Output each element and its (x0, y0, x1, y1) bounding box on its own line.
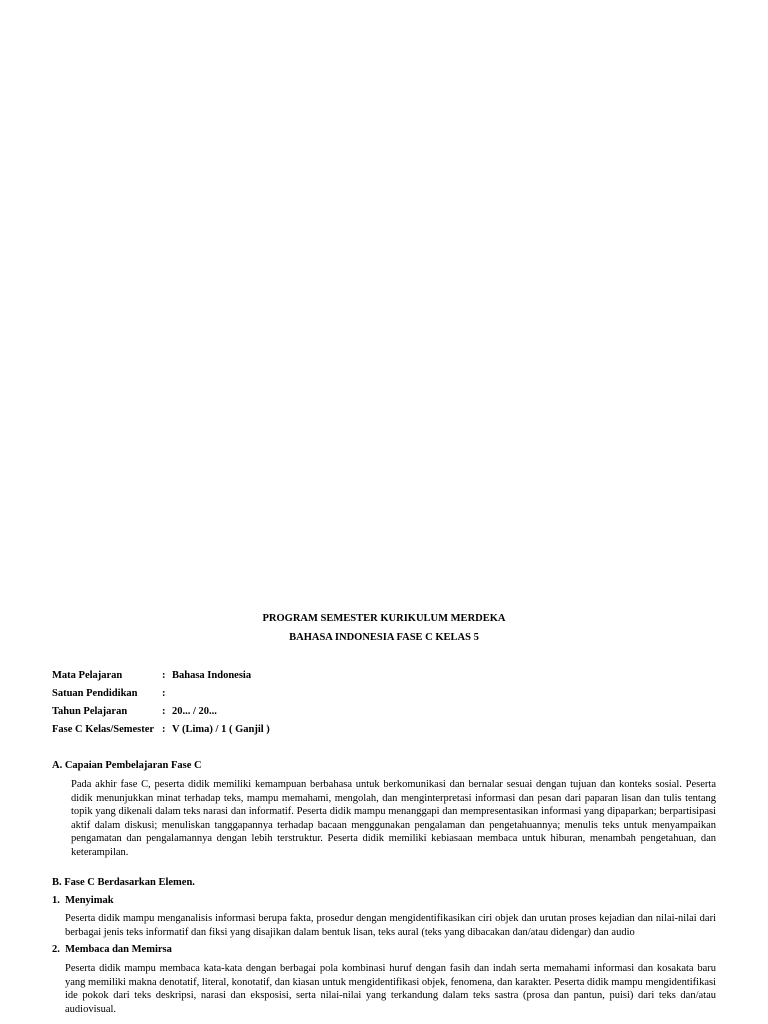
document-title: PROGRAM SEMESTER KURIKULUM MERDEKA (262, 613, 506, 624)
section-b-heading: B. Fase C Berdasarkan Elemen. (52, 877, 195, 888)
element-1-heading: 1. Menyimak (52, 895, 114, 906)
section-a-heading: A. Capaian Pembelajaran Fase C (52, 760, 202, 771)
info-table (52, 669, 732, 741)
info-label: Satuan Pendidikan (52, 688, 138, 699)
info-value: V (Lima) / 1 ( Ganjil ) (172, 724, 270, 735)
info-colon: : (162, 724, 166, 735)
element-2-paragraph: Peserta didik mampu membaca kata-kata dengan berbagai pola kombinasi huruf dengan fasih dan indah serta memahami informasi dan kosakata baru yang memiliki makna denotatif, literal, konotatif, dan kiasan untuk mengidentifikasi objek, fenomena, dan karakter. Peserta didik mampu mengidentifikasi ide pokok dari teks deskripsi, narasi dan eksposisi, serta nilai-nilai yang terkandung dalam teks sastra (prosa dan pantun, puisi) dari teks dan/atau audiovisual. (65, 963, 716, 1015)
document-subtitle: BAHASA INDONESIA FASE C KELAS 5 (289, 632, 479, 643)
info-row-class-semester (52, 723, 732, 741)
info-label: Fase C Kelas/Semester (52, 724, 155, 735)
info-row-school (52, 687, 732, 705)
info-colon: : (162, 706, 166, 717)
info-row-year (52, 705, 732, 723)
info-label: Mata Pelajaran (52, 670, 123, 681)
info-colon: : (162, 688, 166, 699)
info-value: Bahasa Indonesia (172, 670, 252, 681)
info-row-subject (52, 669, 732, 687)
element-1-paragraph: Peserta didik mampu menganalisis informasi berupa fakta, prosedur dengan mengidentifikasikan ciri objek dan urutan proses kejadian dan nilai-nilai dari berbagai jenis teks informatif dan fiksi yang disajikan dalam bentuk lisan, teks aural (teks yang dibacakan dan/atau didengar) dan audio (65, 913, 716, 938)
info-colon: : (162, 670, 166, 681)
element-2-heading: 2. Membaca dan Memirsa (52, 944, 172, 955)
info-value: 20... / 20... (172, 706, 217, 717)
section-a-paragraph: Pada akhir fase C, peserta didik memiliki kemampuan berbahasa untuk berkomunikasi dan bernalar sesuai dengan tujuan dan konteks sosial. Peserta didik menunjukkan minat terhadap teks, mampu memahami, mengolah, dan menginterpretasi informasi dan pesan dari paparan lisan dan tulis tentang topik yang dikenali dalam teks narasi dan informatif. Peserta didik mampu menanggapi dan mempresentasikan informasi yang dipaparkan; berpartisipasi aktif dalam diskusi; menuliskan tanggapannya terhadap bacaan menggunakan pengalaman dan pengetahuannya; menulis teks untuk menyampaikan pengamatan dan pengalamannya dengan lebih terstruktur. Peserta didik memiliki kebiasaan membaca untuk hiburan, menambah pengetahuan, dan keterampilan. (71, 779, 716, 858)
info-label: Tahun Pelajaran (52, 706, 128, 717)
info-value (172, 687, 732, 705)
